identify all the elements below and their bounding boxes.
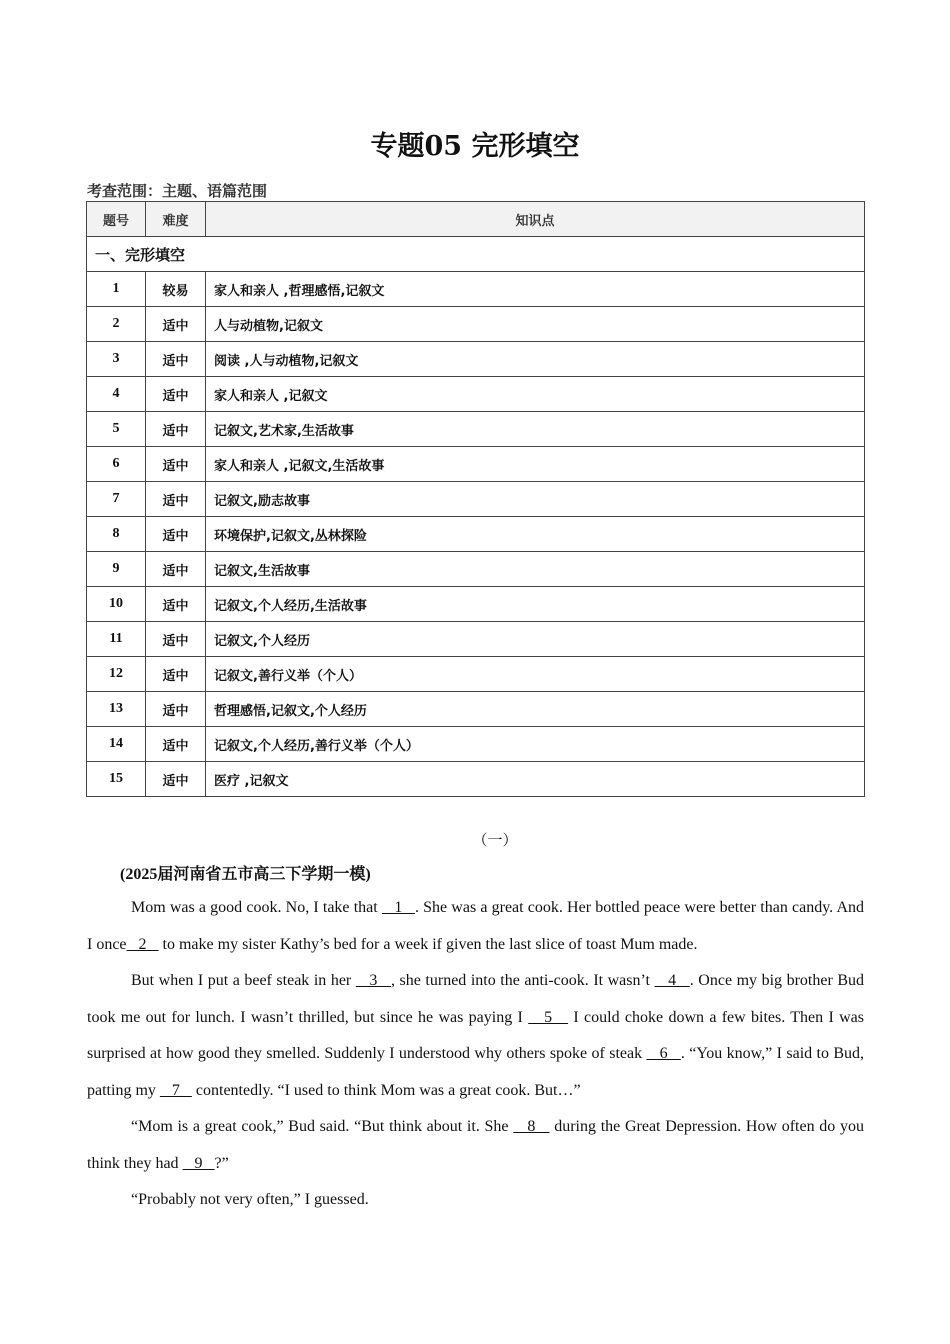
blank-3: 3 bbox=[355, 972, 392, 989]
row-topic: 记叙文,善行义举（个人） bbox=[206, 657, 865, 692]
row-num: 9 bbox=[87, 552, 146, 587]
row-topic: 记叙文,励志故事 bbox=[206, 482, 865, 517]
row-topic: 哲理感悟,记叙文,个人经历 bbox=[206, 692, 865, 727]
text-run: , she turned into the anti-cook. It wasn’t bbox=[391, 972, 655, 989]
row-difficulty: 适中 bbox=[146, 727, 206, 762]
row-topic: 家人和亲人 ,记叙文,生活故事 bbox=[206, 447, 865, 482]
row-difficulty: 适中 bbox=[146, 762, 206, 797]
paragraph-4: “Probably not very often,” I guessed. bbox=[131, 1191, 369, 1208]
row-difficulty: 适中 bbox=[146, 552, 206, 587]
row-topic: 记叙文,个人经历,善行义举（个人） bbox=[206, 727, 865, 762]
row-num: 15 bbox=[87, 762, 146, 797]
blank-2: 2 bbox=[126, 935, 159, 953]
text-run: Mom was a good cook. No, I take that bbox=[131, 899, 382, 916]
header-difficulty: 难度 bbox=[146, 202, 206, 237]
text-run: during the Great Depression. How often do you think they had bbox=[87, 1118, 865, 1172]
row-num: 1 bbox=[87, 272, 146, 307]
section-row bbox=[87, 237, 865, 272]
table-row bbox=[87, 762, 865, 797]
row-num: 13 bbox=[87, 692, 146, 727]
cloze-passage bbox=[87, 890, 864, 1219]
text-run: But when I put a beef steak in her bbox=[131, 972, 356, 989]
row-topic: 人与动植物,记叙文 bbox=[206, 307, 865, 342]
row-num: 14 bbox=[87, 727, 146, 762]
text-run: contentedly. “I used to think Mom was a great cook. But…” bbox=[191, 1081, 581, 1099]
blank-1: 1 bbox=[381, 899, 415, 916]
row-difficulty: 适中 bbox=[146, 587, 206, 622]
source-note: (2025届河南省五市高三下学期一模) bbox=[120, 866, 371, 883]
knowledge-table bbox=[86, 201, 865, 797]
table-row bbox=[87, 622, 865, 657]
part-label: （一） bbox=[472, 833, 518, 849]
row-num: 2 bbox=[87, 307, 146, 342]
blank-6: 6 bbox=[646, 1045, 681, 1062]
row-num: 10 bbox=[87, 587, 146, 622]
row-difficulty: 适中 bbox=[146, 342, 206, 377]
table-row bbox=[87, 307, 865, 342]
table-row bbox=[87, 727, 865, 762]
row-topic: 阅读 ,人与动植物,记叙文 bbox=[206, 342, 865, 377]
page-title: 专题05 完形填空 bbox=[370, 131, 580, 162]
row-topic: 家人和亲人 ,记叙文 bbox=[206, 377, 865, 412]
blank-4: 4 bbox=[654, 972, 690, 989]
row-num: 7 bbox=[87, 482, 146, 517]
row-topic: 记叙文,个人经历 bbox=[206, 622, 865, 657]
header-topic: 知识点 bbox=[206, 202, 865, 237]
scope-label: 考查范围：主题、语篇范围 bbox=[87, 182, 268, 200]
blank-8: 8 bbox=[513, 1118, 550, 1135]
row-num: 6 bbox=[87, 447, 146, 482]
row-difficulty: 适中 bbox=[146, 517, 206, 552]
table-row bbox=[87, 482, 865, 517]
row-num: 5 bbox=[87, 412, 146, 447]
row-difficulty: 较易 bbox=[146, 272, 206, 307]
paragraph-1 bbox=[87, 890, 864, 963]
table-row bbox=[87, 692, 865, 727]
paragraph-3 bbox=[87, 1109, 864, 1182]
row-num: 11 bbox=[87, 622, 146, 657]
row-difficulty: 适中 bbox=[146, 622, 206, 657]
blank-7: 7 bbox=[159, 1081, 192, 1099]
row-num: 8 bbox=[87, 517, 146, 552]
row-topic: 记叙文,个人经历,生活故事 bbox=[206, 587, 865, 622]
row-difficulty: 适中 bbox=[146, 657, 206, 692]
text-run: “Mom is a great cook,” Bud said. “But think about it. She bbox=[131, 1118, 514, 1135]
row-difficulty: 适中 bbox=[146, 692, 206, 727]
table-row bbox=[87, 657, 865, 692]
blank-5: 5 bbox=[528, 1008, 569, 1026]
text-run: . Once my big brother Bud took me out for lunch. I wasn’t thrilled, but since he was paying I bbox=[87, 972, 864, 1026]
row-topic: 医疗 ,记叙文 bbox=[206, 762, 865, 797]
row-num: 4 bbox=[87, 377, 146, 412]
table-row bbox=[87, 587, 865, 622]
text-run: I could choke down a few bites. Then I was surprised at how good they smelled. Suddenly I understood why others spoke of steak bbox=[87, 1008, 865, 1062]
table-row bbox=[87, 272, 865, 307]
paragraph-2 bbox=[87, 963, 864, 1109]
text-run: . She was a great cook. Her bottled peace were better than candy. And I once bbox=[87, 899, 865, 953]
table-row bbox=[87, 552, 865, 587]
text-run: to make my sister Kathy’s bed for a week if given the last slice of toast Mum made. bbox=[158, 935, 698, 953]
table-row bbox=[87, 377, 865, 412]
row-topic: 记叙文,艺术家,生活故事 bbox=[206, 412, 865, 447]
blank-9: 9 bbox=[182, 1154, 215, 1172]
header-num: 题号 bbox=[87, 202, 146, 237]
table-row bbox=[87, 517, 865, 552]
row-topic: 家人和亲人 ,哲理感悟,记叙文 bbox=[206, 272, 865, 307]
text-run: . “You know,” I said to Bud, patting my bbox=[87, 1045, 865, 1099]
row-topic: 记叙文,生活故事 bbox=[206, 552, 865, 587]
table-header-row bbox=[87, 202, 865, 237]
row-num: 12 bbox=[87, 657, 146, 692]
text-run: ?” bbox=[214, 1154, 229, 1172]
table-row bbox=[87, 412, 865, 447]
table-row bbox=[87, 342, 865, 377]
section-title: 一、完形填空 bbox=[87, 237, 865, 272]
row-topic: 环境保护,记叙文,丛林探险 bbox=[206, 517, 865, 552]
row-difficulty: 适中 bbox=[146, 412, 206, 447]
row-difficulty: 适中 bbox=[146, 447, 206, 482]
row-num: 3 bbox=[87, 342, 146, 377]
table-row bbox=[87, 447, 865, 482]
row-difficulty: 适中 bbox=[146, 377, 206, 412]
row-difficulty: 适中 bbox=[146, 482, 206, 517]
row-difficulty: 适中 bbox=[146, 307, 206, 342]
